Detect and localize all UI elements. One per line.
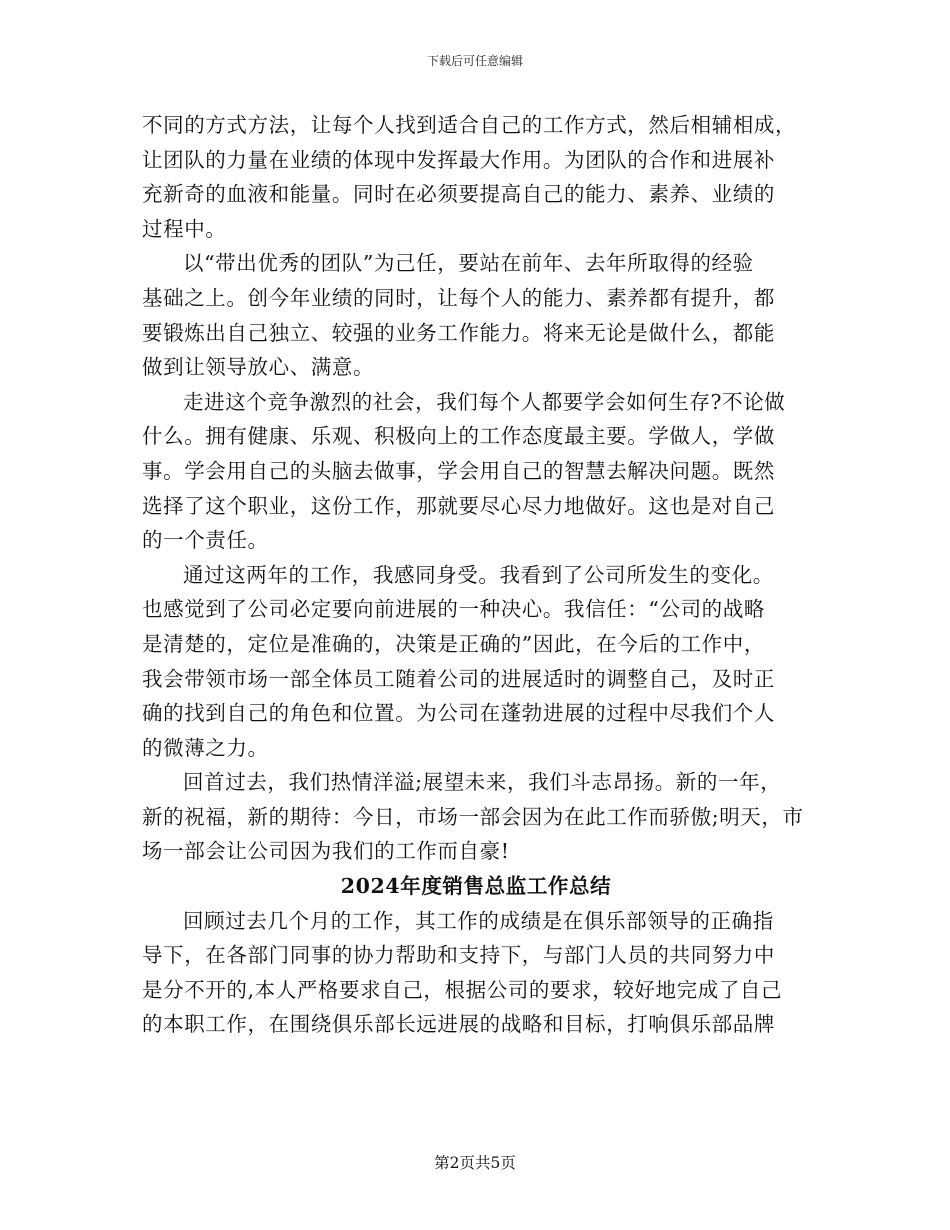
section-paragraph [142, 904, 810, 1042]
text-line: 是分不开的,本人严格要求自己，根据公司的要求，较好地完成了自己 [142, 977, 783, 1002]
text-line: 导下，在各部门同事的协力帮助和支持下，与部门人员的共同努力中 [142, 943, 775, 968]
document-body [142, 108, 810, 1042]
text-line: 要锻炼出自己独立、较强的业务工作能力。将来无论是做什么，都能 [142, 320, 775, 345]
paragraph-4 [142, 558, 810, 766]
section-title: 2024年度销售总监工作总结 [340, 874, 612, 899]
text-line: 通过这两年的工作，我感同身受。我看到了公司所发生的变化。 [183, 562, 774, 587]
text-line: 做到让领导放心、满意。 [142, 355, 375, 380]
text-line: 的微薄之力。 [142, 735, 269, 760]
page-footer [0, 1153, 950, 1173]
text-line: 的本职工作，在围绕俱乐部长远进展的战略和目标，打响俱乐部品牌 [142, 1012, 775, 1037]
text-line: 走进这个竞争激烈的社会，我们每个人都要学会如何生存?不论做 [183, 389, 786, 414]
paragraph-1 [142, 108, 810, 246]
page-header [0, 53, 950, 69]
text-line: 场一部会让公司因为我们的工作而自豪! [142, 839, 510, 864]
text-line: 新的祝福，新的期待：今日，市场一部会因为在此工作而骄傲;明天，市 [142, 804, 804, 829]
paragraph-3 [142, 385, 810, 558]
text-line: 不同的方式方法，让每个人找到适合自己的工作方式，然后相辅相成， [142, 113, 797, 137]
text-line: 回顾过去几个月的工作，其工作的成绩是在俱乐部领导的正确指 [183, 908, 774, 933]
text-line: 也感觉到了公司必定要向前进展的一种决心。我信任：“公司的战略 [142, 597, 765, 622]
text-line: 回首过去，我们热情洋溢;展望未来，我们斗志昂扬。新的一年， [183, 770, 782, 795]
text-line: 我会带领市场一部全体员工随着公司的进展适时的调整自己，及时正 [142, 666, 775, 691]
paragraph-5 [142, 765, 810, 869]
text-line: 过程中。 [142, 216, 227, 241]
text-line: 是清楚的，定位是准确的，决策是正确的”因此，在今后的工作中， [142, 631, 765, 656]
text-line: 确的找到自己的角色和位置。为公司在蓬勃进展的过程中尽我们个人 [142, 701, 775, 726]
paragraph-2 [142, 246, 810, 384]
text-line: 事。学会用自己的头脑去做事，学会用自己的智慧去解决问题。既然 [142, 458, 775, 483]
text-line: 基础之上。创今年业绩的同时，让每个人的能力、素养都有提升，都 [142, 285, 775, 310]
text-line: 什么。拥有健康、乐观、积极向上的工作态度最主要。学做人，学做 [142, 424, 775, 449]
page-number-label: 第2页共5页 [434, 1154, 516, 1172]
text-line: 充新奇的血液和能量。同时在必须要提高自己的能力、素养、业绩的 [142, 182, 775, 207]
header-note: 下载后可任意编辑 [426, 54, 523, 68]
text-line: 让团队的力量在业绩的体现中发挥最大作用。为团队的合作和进展补 [142, 147, 775, 172]
text-line: 的一个责任。 [142, 528, 269, 553]
text-line: 选择了这个职业，这份工作，那就要尽心尽力地做好。这也是对自己 [142, 493, 775, 518]
text-line: 以“带出优秀的团队”为己任，要站在前年、去年所取得的经验 [183, 251, 754, 276]
